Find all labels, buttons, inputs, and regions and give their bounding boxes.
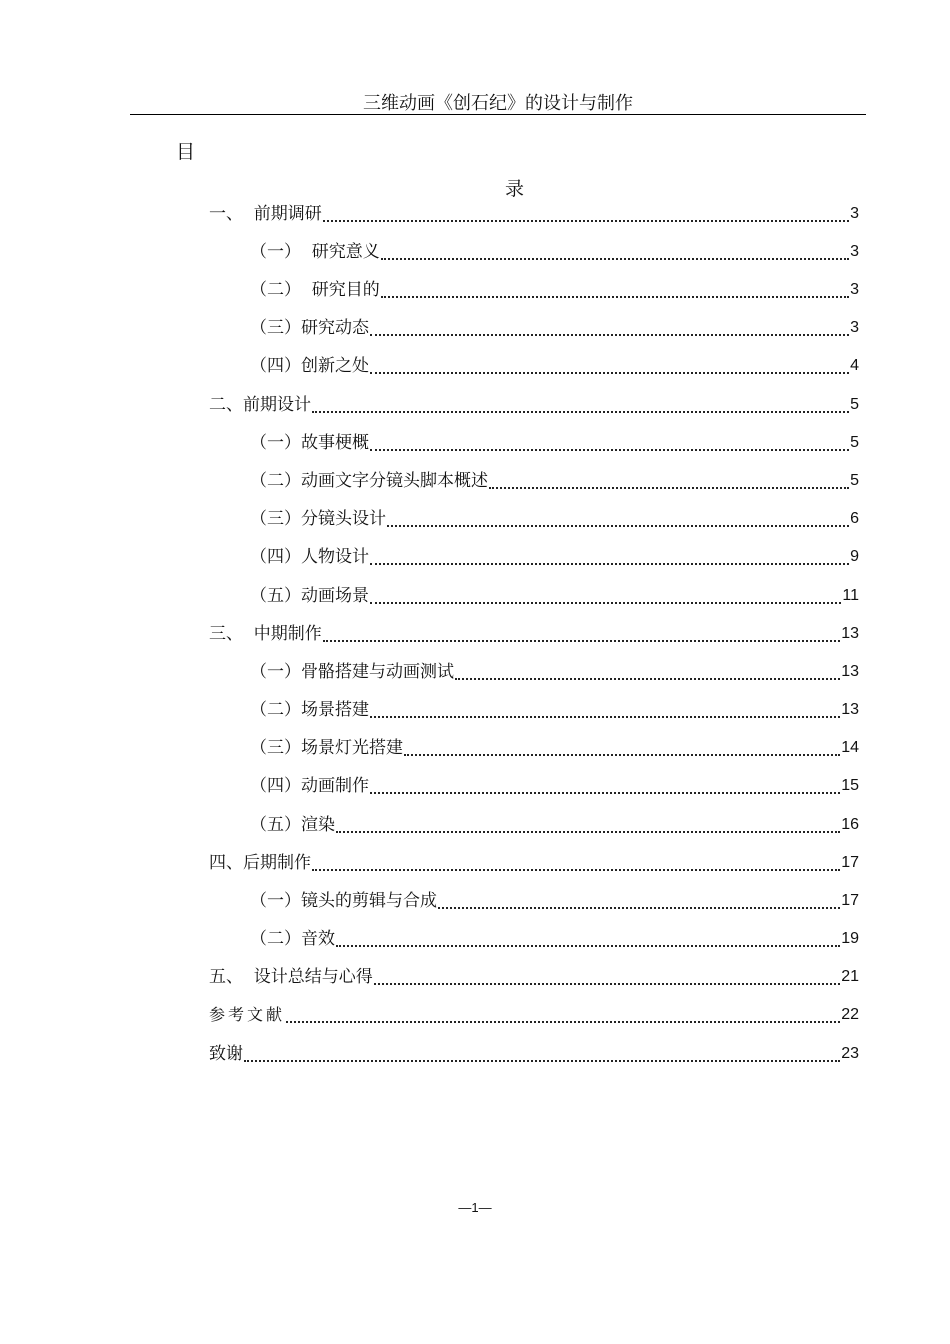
toc-dot-leader — [336, 945, 840, 947]
toc-dot-leader — [370, 372, 849, 374]
toc-dot-leader — [381, 258, 849, 260]
toc-page-number: 19 — [841, 930, 859, 947]
toc-entry-label: 参考文献 — [209, 1005, 286, 1024]
toc-title-part2: 录 — [505, 178, 525, 200]
toc-entry-label: 致谢 — [209, 1044, 243, 1064]
toc-entry-label: （三）研究动态 — [250, 318, 369, 338]
toc-page-number: 13 — [841, 663, 859, 680]
toc-entry-label: 三、 中期制作 — [209, 624, 322, 644]
page-number: —1— — [458, 1200, 492, 1215]
toc-entry-label: 一、 前期调研 — [209, 204, 322, 224]
toc-entry-label: （四）创新之处 — [250, 356, 369, 376]
toc-entry[interactable] — [209, 1039, 859, 1065]
toc-page-number: 3 — [850, 281, 859, 298]
toc-entry[interactable] — [209, 390, 859, 416]
toc-entry[interactable] — [250, 428, 859, 454]
toc-dot-leader — [323, 220, 849, 222]
toc-entry-label: （三）分镜头设计 — [250, 509, 386, 529]
toc-page-number: 5 — [850, 434, 859, 451]
toc-dot-leader — [370, 563, 849, 565]
toc-page-number: 5 — [850, 396, 859, 413]
toc-page-number: 17 — [841, 892, 859, 909]
toc-entry[interactable] — [250, 771, 859, 797]
toc-dot-leader — [370, 449, 849, 451]
toc-entry[interactable] — [250, 657, 859, 683]
toc-entry[interactable] — [250, 313, 859, 339]
toc-entry[interactable] — [209, 1000, 859, 1026]
toc-entry-label: （一）镜头的剪辑与合成 — [250, 891, 437, 911]
toc-page-number: 5 — [850, 472, 859, 489]
document-header-title: 三维动画《创石纪》的设计与制作 — [363, 93, 633, 114]
toc-entry-label: （一） 研究意义 — [250, 242, 380, 262]
toc-page-number: 23 — [841, 1045, 859, 1062]
toc-entry[interactable] — [250, 810, 859, 836]
toc-entry[interactable] — [209, 848, 859, 874]
toc-entry-label: （五）渲染 — [250, 815, 335, 835]
toc-page-number: 3 — [850, 205, 859, 222]
toc-dot-leader — [370, 792, 840, 794]
toc-page-number: 22 — [841, 1006, 859, 1023]
toc-dot-leader — [370, 602, 841, 604]
toc-entry-label: （三）场景灯光搭建 — [250, 738, 403, 758]
toc-entry[interactable] — [250, 542, 859, 568]
toc-page-number: 3 — [850, 243, 859, 260]
toc-entry[interactable] — [209, 619, 859, 645]
toc-entry-label: 四、后期制作 — [209, 853, 311, 873]
toc-page-number: 17 — [841, 854, 859, 871]
toc-entry-label: （一）故事梗概 — [250, 433, 369, 453]
toc-dot-leader — [286, 1021, 840, 1023]
toc-title-part1: 目 — [176, 141, 196, 163]
toc-dot-leader — [381, 296, 849, 298]
toc-page-number: 6 — [850, 510, 859, 527]
toc-dot-leader — [404, 754, 840, 756]
toc-entry[interactable] — [250, 237, 859, 263]
toc-dot-leader — [323, 640, 840, 642]
toc-entry[interactable] — [250, 466, 859, 492]
toc-entry-label: （五）动画场景 — [250, 586, 369, 606]
toc-entry[interactable] — [209, 962, 859, 988]
toc-entry-label: （四）人物设计 — [250, 547, 369, 567]
toc-entry-label: （二）音效 — [250, 929, 335, 949]
toc-entry-label: 二、前期设计 — [209, 395, 311, 415]
toc-dot-leader — [374, 983, 840, 985]
toc-page-number: 9 — [850, 548, 859, 565]
toc-dot-leader — [455, 678, 840, 680]
toc-dot-leader — [489, 487, 849, 489]
toc-page-number: 13 — [841, 625, 859, 642]
toc-entry[interactable] — [250, 581, 859, 607]
toc-page-number: 14 — [841, 739, 859, 756]
toc-entry-label: （二）动画文字分镜头脚本概述 — [250, 471, 488, 491]
toc-entry-label: （二）场景搭建 — [250, 700, 369, 720]
toc-entry[interactable] — [250, 275, 859, 301]
toc-page-number: 4 — [850, 357, 859, 374]
toc-dot-leader — [370, 716, 840, 718]
toc-entry-label: （一）骨骼搭建与动画测试 — [250, 662, 454, 682]
toc-entry[interactable] — [250, 733, 859, 759]
toc-entry[interactable] — [250, 695, 859, 721]
toc-page-number: 3 — [850, 319, 859, 336]
toc-dot-leader — [312, 869, 840, 871]
toc-page-number: 21 — [841, 968, 859, 985]
toc-page-number: 13 — [841, 701, 859, 718]
toc-dot-leader — [387, 525, 849, 527]
toc-dot-leader — [438, 907, 840, 909]
toc-entry[interactable] — [250, 886, 859, 912]
toc-dot-leader — [312, 411, 849, 413]
toc-entry[interactable] — [250, 504, 859, 530]
toc-dot-leader — [370, 334, 849, 336]
toc-entry[interactable] — [209, 199, 859, 225]
toc-dot-leader — [336, 831, 840, 833]
toc-page-number: 16 — [841, 816, 859, 833]
toc-entry[interactable] — [250, 351, 859, 377]
toc-page-number: 15 — [841, 777, 859, 794]
toc-entry-label: （四）动画制作 — [250, 776, 369, 796]
toc-page-number: 11 — [842, 587, 859, 604]
toc-dot-leader — [244, 1060, 840, 1062]
toc-entry[interactable] — [250, 924, 859, 950]
toc-entry-label: 五、 设计总结与心得 — [209, 967, 373, 987]
toc-entry-label: （二） 研究目的 — [250, 280, 380, 300]
